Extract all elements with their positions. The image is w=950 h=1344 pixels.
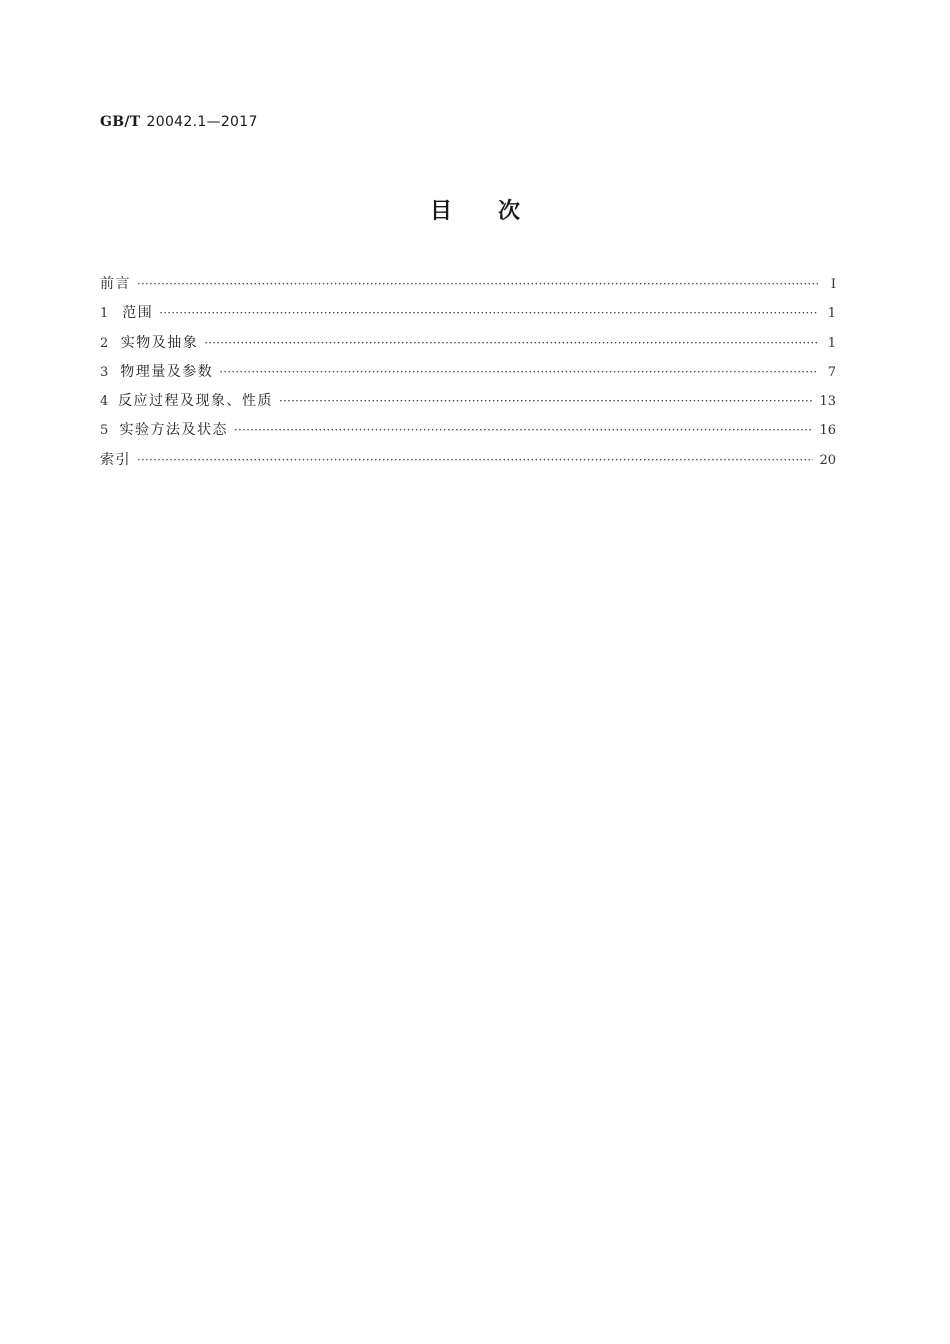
toc-entry-page: 1: [827, 306, 836, 322]
toc-leader-dots: [137, 274, 818, 294]
toc-entry-page: 16: [819, 423, 836, 439]
toc-leader-dots: [137, 450, 813, 470]
toc-title: [0, 194, 950, 225]
toc-entry-label: 前言: [100, 276, 131, 292]
toc-leader-dots: [279, 391, 813, 411]
toc-entry-label: 物理量及参数: [120, 363, 214, 380]
toc-entry-methods[interactable]: [100, 420, 836, 449]
toc-entry-label: 反应过程及现象、性质: [118, 393, 274, 410]
toc-entry-page: 7: [827, 364, 836, 380]
toc-leader-dots: [219, 362, 818, 382]
toc-entry-page: Ⅰ: [830, 277, 836, 292]
toc-entry-page: 20: [819, 452, 836, 468]
toc-entry-number: 1: [100, 306, 109, 322]
toc-title-char-2: 次: [498, 199, 521, 224]
toc-leader-dots: [159, 303, 818, 323]
toc-entry-index[interactable]: [100, 450, 836, 479]
toc-leader-dots: [234, 420, 813, 440]
toc-entry-foreword[interactable]: [100, 274, 836, 303]
toc-entry-label: 索引: [100, 451, 131, 468]
toc-entry-number: 4: [100, 394, 109, 410]
standard-number: 20042.1—2017: [146, 114, 258, 130]
toc-entry-quantities[interactable]: [100, 362, 836, 391]
toc-leader-dots: [204, 333, 818, 353]
table-of-contents: [100, 274, 836, 479]
toc-entry-number: 2: [100, 335, 109, 351]
toc-entry-number: 3: [100, 364, 109, 380]
toc-entry-scope[interactable]: [100, 303, 836, 332]
toc-entry-label: 实验方法及状态: [119, 422, 229, 439]
standard-code: [100, 114, 258, 130]
toc-entry-label: 范围: [122, 305, 154, 322]
standard-prefix: GB/T: [100, 114, 141, 130]
toc-title-char-1: 目: [429, 199, 452, 224]
toc-entry-page: 1: [827, 335, 836, 351]
toc-entry-processes[interactable]: [100, 391, 836, 420]
toc-entry-page: 13: [819, 394, 836, 410]
toc-entry-label: 实物及抽象: [120, 334, 199, 351]
toc-entry-objects[interactable]: [100, 333, 836, 362]
toc-entry-number: 5: [100, 423, 109, 439]
